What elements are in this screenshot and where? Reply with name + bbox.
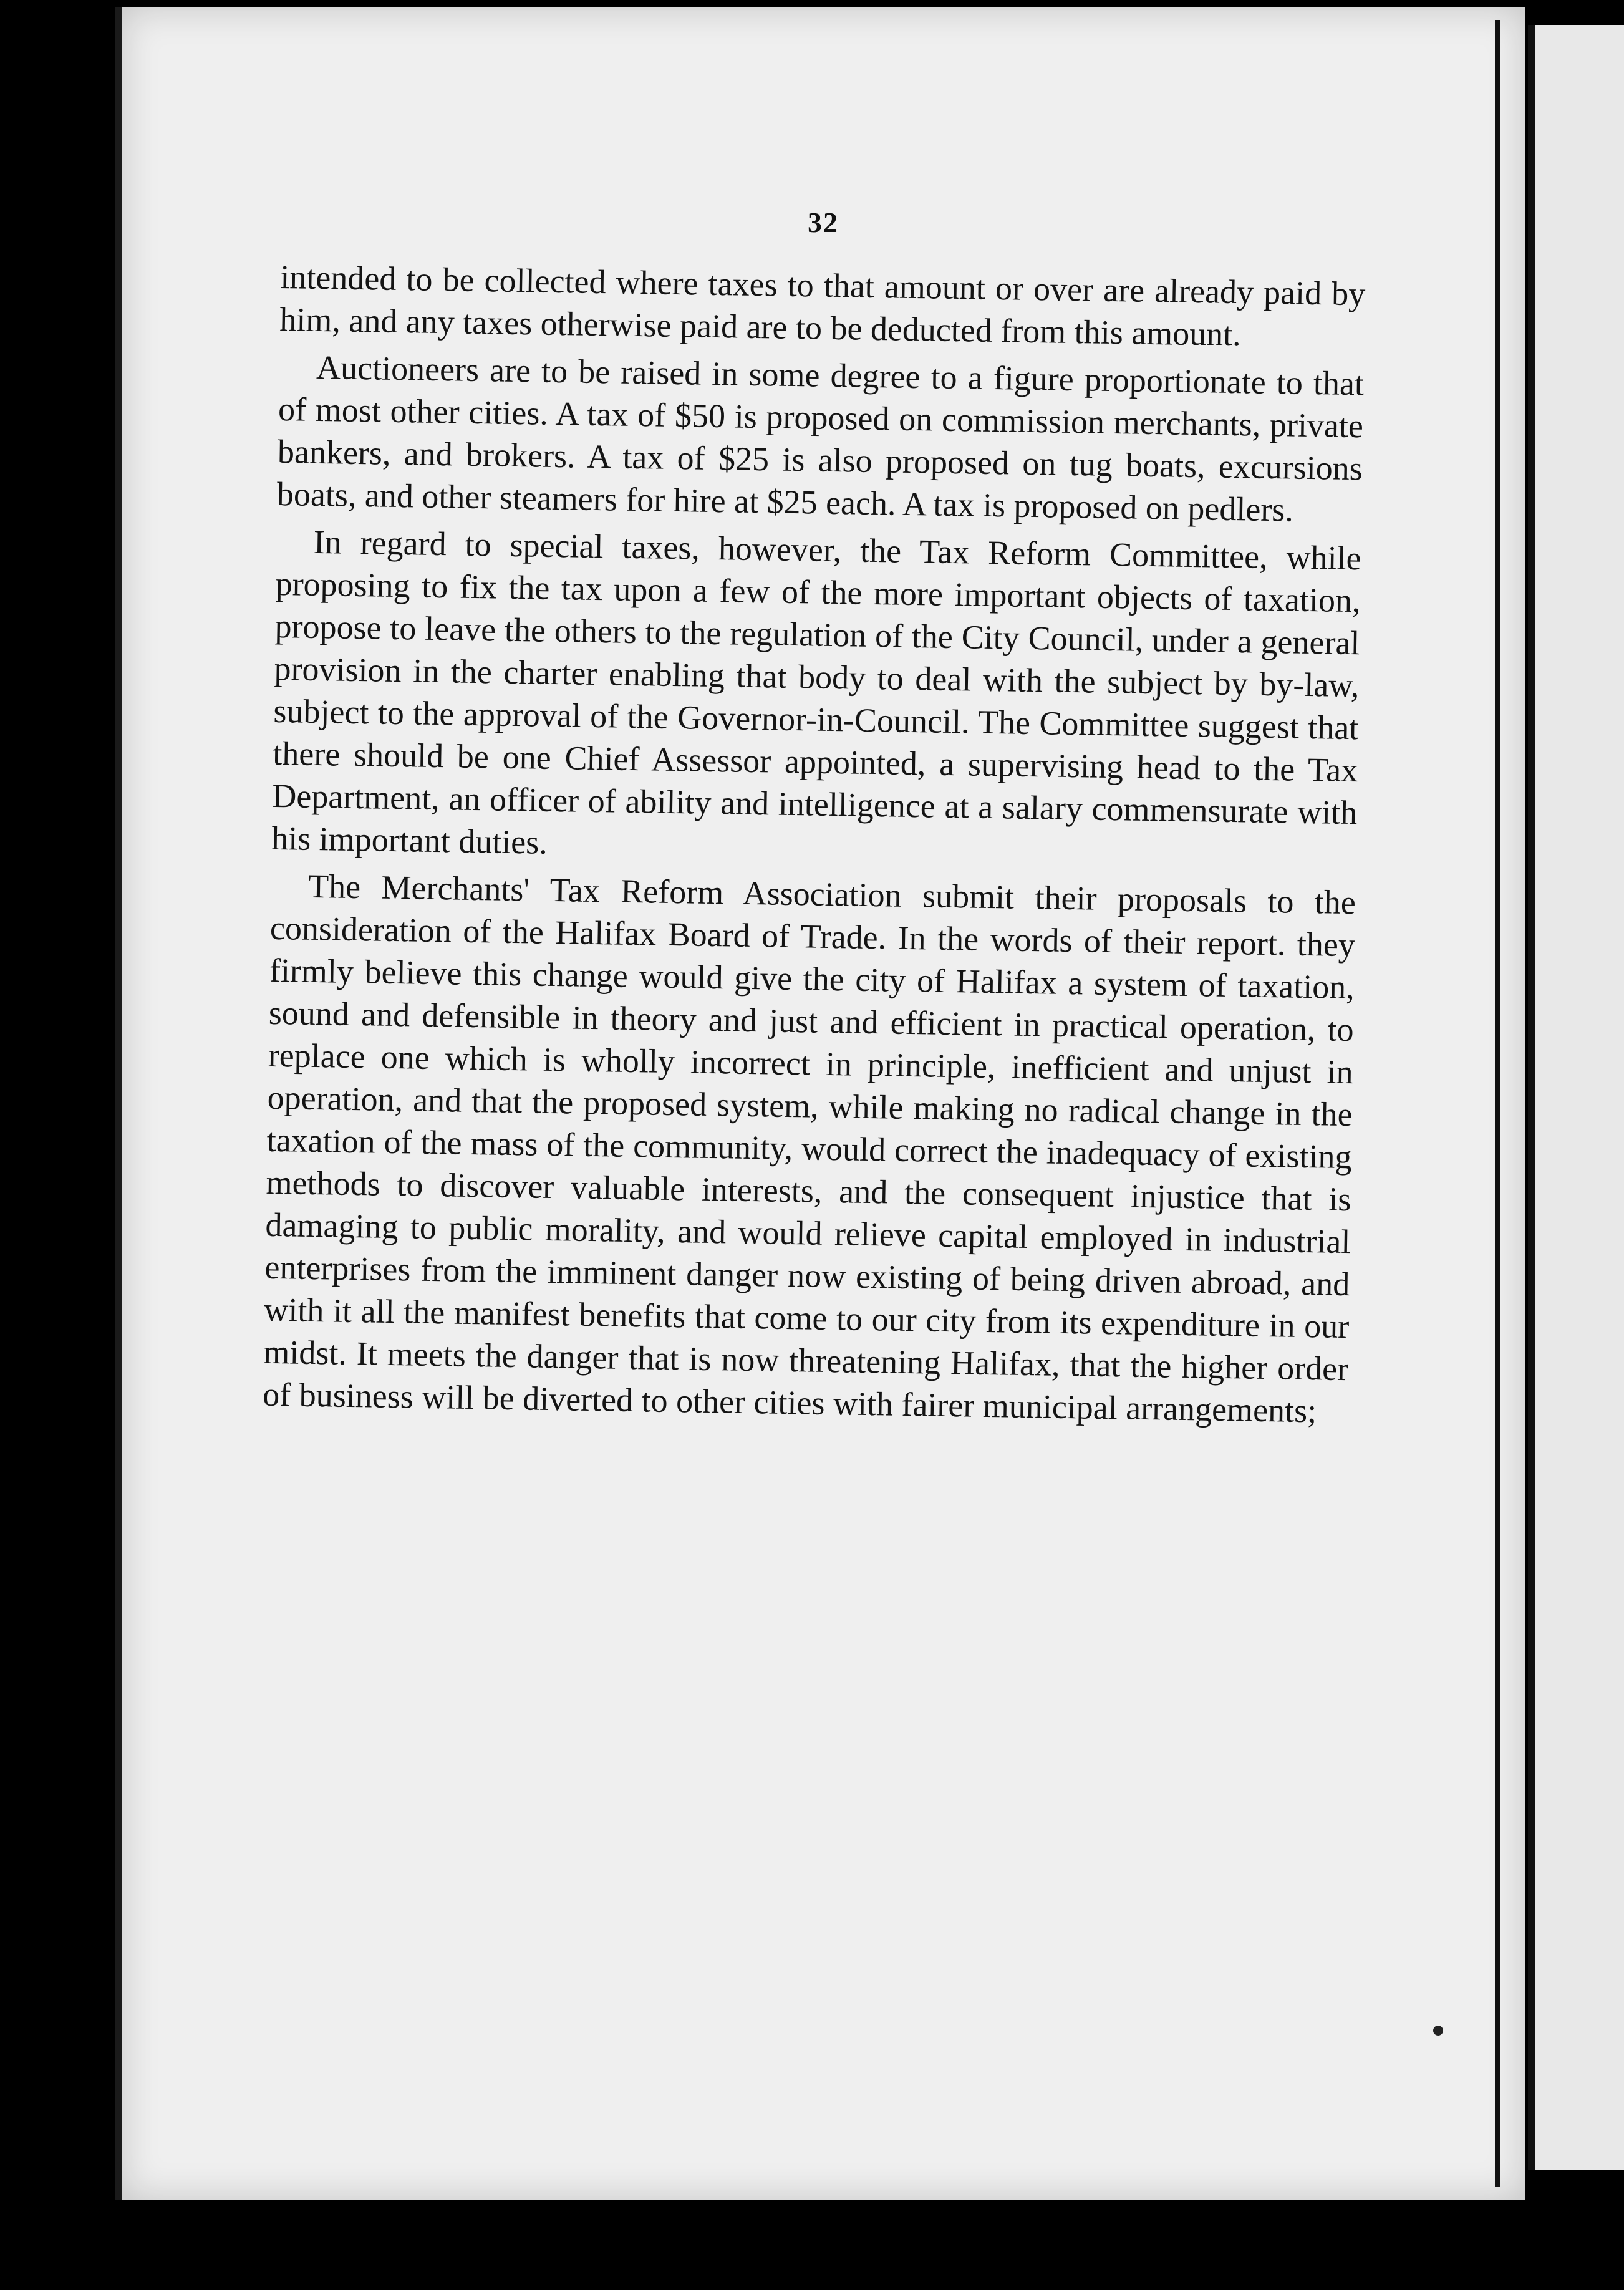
facing-page-edge	[1528, 25, 1624, 2170]
paragraph-special-taxes: In regard to special taxes, however, the Tax Reform Committee, while proposing to fix the tax upon a few of the more important objects of taxation, propose to leave the others to the regulation of the City Council, under a general provision in the charter enabling that body to deal with the subject by by-law, subject to the approval of the Governor-in-Council. The Committee suggest that there should be one Chief Assessor appointed, a supervising head to the Tax Department, an officer of ability and intelligence at a salary commensurate with his important duties.	[271, 523, 1362, 861]
body-text	[263, 256, 1366, 1437]
ink-spot	[1433, 2026, 1443, 2036]
paragraph-continuation: intended to be collected where taxes to that amount or over are already paid by him, and any taxes otherwise paid are to be deducted from this amount.	[279, 258, 1366, 354]
paragraph-auctioneers: Auctioneers are to be raised in some degree to a figure proportionate to that of most other cities. A tax of $50 is proposed on commission merchants, private bankers, and brokers. A tax of $25 is also proposed on tug boats, excursions boats, and other steamers for hire at $25 each. A tax is proposed on pedlers.	[276, 348, 1365, 529]
paragraph-merchants-association: The Merchants' Tax Reform Association submit their proposals to the consideration of the Halifax Board of Trade. In the words of their report. they firmly believe this change would give the city of Halifax a system of taxation, sound and defensible in theory and just and efficient in practical operation, to replace one which is wholly incorrect in principle, inefficient and unjust in operation, and that the proposed system, while making no radical change in the taxation of the mass of the community, would correct the inadequacy of existing methods to discover valuable interests, and the consequent injustice that is damaging to public morality, and would relieve capital employed in industrial enterprises from the imminent danger now existing of being driven abroad, and with it all the manifest benefits that come to our city from its expenditure in our midst. It meets the danger that is now threatening Halifax, that the higher order of business will be diverted to other cities with fairer municipal arrangements;	[262, 867, 1356, 1430]
page-number: 32	[808, 206, 839, 238]
